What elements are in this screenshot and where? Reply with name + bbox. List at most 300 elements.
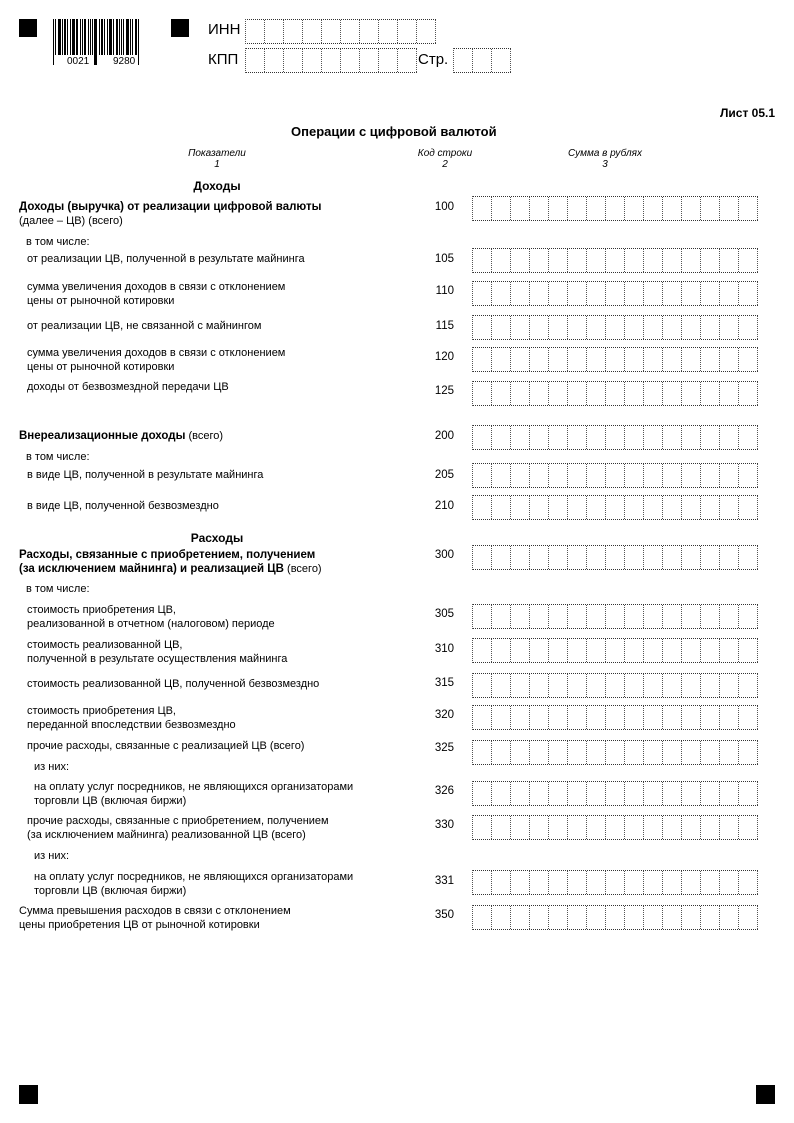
digit-cell[interactable] (492, 496, 511, 519)
digit-cell[interactable] (511, 282, 530, 305)
digit-cell[interactable] (663, 906, 682, 929)
digit-cell[interactable] (606, 316, 625, 339)
digit-cell[interactable] (587, 464, 606, 487)
digit-cell[interactable] (511, 426, 530, 449)
digit-cell[interactable] (701, 348, 720, 371)
digit-cell[interactable] (473, 426, 492, 449)
digit-cell[interactable] (511, 382, 530, 405)
digit-cell[interactable] (625, 348, 644, 371)
digit-cell[interactable] (663, 249, 682, 272)
digit-cell[interactable] (701, 382, 720, 405)
digit-cell[interactable] (530, 316, 549, 339)
digit-cell[interactable] (644, 464, 663, 487)
digit-cell[interactable] (701, 496, 720, 519)
amount-field-310[interactable] (472, 638, 758, 663)
digit-cell[interactable] (492, 249, 511, 272)
digit-cell[interactable] (625, 426, 644, 449)
digit-cell[interactable] (701, 426, 720, 449)
digit-cell[interactable] (644, 197, 663, 220)
digit-cell[interactable] (549, 348, 568, 371)
digit-cell[interactable] (682, 197, 701, 220)
digit-cell[interactable] (739, 546, 758, 569)
digit-cell[interactable] (473, 49, 492, 72)
digit-cell[interactable] (473, 348, 492, 371)
digit-cell[interactable] (284, 20, 303, 43)
digit-cell[interactable] (739, 706, 758, 729)
digit-cell[interactable] (473, 464, 492, 487)
digit-cell[interactable] (511, 871, 530, 894)
digit-cell[interactable] (701, 871, 720, 894)
digit-cell[interactable] (663, 871, 682, 894)
digit-cell[interactable] (663, 426, 682, 449)
digit-cell[interactable] (492, 782, 511, 805)
digit-cell[interactable] (587, 871, 606, 894)
amount-field-120[interactable] (472, 347, 758, 372)
digit-cell[interactable] (587, 674, 606, 697)
digit-cell[interactable] (530, 741, 549, 764)
digit-cell[interactable] (720, 816, 739, 839)
digit-cell[interactable] (492, 282, 511, 305)
digit-cell[interactable] (739, 871, 758, 894)
digit-cell[interactable] (530, 249, 549, 272)
digit-cell[interactable] (625, 316, 644, 339)
digit-cell[interactable] (663, 197, 682, 220)
digit-cell[interactable] (568, 674, 587, 697)
digit-cell[interactable] (606, 605, 625, 628)
digit-cell[interactable] (739, 496, 758, 519)
digit-cell[interactable] (701, 906, 720, 929)
digit-cell[interactable] (739, 426, 758, 449)
digit-cell[interactable] (663, 816, 682, 839)
digit-cell[interactable] (568, 741, 587, 764)
digit-cell[interactable] (568, 464, 587, 487)
digit-cell[interactable] (663, 382, 682, 405)
digit-cell[interactable] (720, 249, 739, 272)
digit-cell[interactable] (644, 906, 663, 929)
digit-cell[interactable] (606, 282, 625, 305)
digit-cell[interactable] (701, 741, 720, 764)
digit-cell[interactable] (701, 706, 720, 729)
digit-cell[interactable] (625, 546, 644, 569)
digit-cell[interactable] (625, 674, 644, 697)
digit-cell[interactable] (606, 496, 625, 519)
digit-cell[interactable] (720, 382, 739, 405)
digit-cell[interactable] (341, 20, 360, 43)
digit-cell[interactable] (739, 782, 758, 805)
digit-cell[interactable] (682, 741, 701, 764)
digit-cell[interactable] (511, 706, 530, 729)
amount-field-320[interactable] (472, 705, 758, 730)
digit-cell[interactable] (663, 348, 682, 371)
digit-cell[interactable] (625, 816, 644, 839)
digit-cell[interactable] (606, 197, 625, 220)
digit-cell[interactable] (549, 816, 568, 839)
digit-cell[interactable] (587, 249, 606, 272)
digit-cell[interactable] (511, 316, 530, 339)
digit-cell[interactable] (644, 546, 663, 569)
digit-cell[interactable] (720, 605, 739, 628)
digit-cell[interactable] (530, 464, 549, 487)
digit-cell[interactable] (720, 197, 739, 220)
digit-cell[interactable] (530, 782, 549, 805)
digit-cell[interactable] (682, 316, 701, 339)
digit-cell[interactable] (511, 546, 530, 569)
digit-cell[interactable] (720, 639, 739, 662)
digit-cell[interactable] (587, 782, 606, 805)
digit-cell[interactable] (360, 20, 379, 43)
digit-cell[interactable] (606, 249, 625, 272)
digit-cell[interactable] (587, 816, 606, 839)
digit-cell[interactable] (492, 316, 511, 339)
digit-cell[interactable] (265, 49, 284, 72)
digit-cell[interactable] (511, 249, 530, 272)
digit-cell[interactable] (587, 496, 606, 519)
digit-cell[interactable] (473, 197, 492, 220)
digit-cell[interactable] (644, 639, 663, 662)
digit-cell[interactable] (492, 197, 511, 220)
digit-cell[interactable] (701, 816, 720, 839)
digit-cell[interactable] (682, 382, 701, 405)
digit-cell[interactable] (587, 906, 606, 929)
digit-cell[interactable] (568, 496, 587, 519)
digit-cell[interactable] (701, 464, 720, 487)
digit-cell[interactable] (398, 20, 417, 43)
digit-cell[interactable] (625, 197, 644, 220)
digit-cell[interactable] (530, 871, 549, 894)
amount-field-110[interactable] (472, 281, 758, 306)
digit-cell[interactable] (246, 49, 265, 72)
digit-cell[interactable] (701, 605, 720, 628)
digit-cell[interactable] (587, 348, 606, 371)
digit-cell[interactable] (739, 674, 758, 697)
digit-cell[interactable] (644, 816, 663, 839)
digit-cell[interactable] (720, 496, 739, 519)
digit-cell[interactable] (492, 348, 511, 371)
digit-cell[interactable] (549, 605, 568, 628)
digit-cell[interactable] (739, 464, 758, 487)
digit-cell[interactable] (701, 639, 720, 662)
digit-cell[interactable] (568, 197, 587, 220)
digit-cell[interactable] (568, 426, 587, 449)
digit-cell[interactable] (492, 871, 511, 894)
digit-cell[interactable] (720, 706, 739, 729)
digit-cell[interactable] (682, 674, 701, 697)
digit-cell[interactable] (492, 382, 511, 405)
digit-cell[interactable] (587, 426, 606, 449)
digit-cell[interactable] (473, 316, 492, 339)
digit-cell[interactable] (663, 496, 682, 519)
digit-cell[interactable] (682, 906, 701, 929)
digit-cell[interactable] (587, 197, 606, 220)
digit-cell[interactable] (473, 605, 492, 628)
digit-cell[interactable] (606, 426, 625, 449)
digit-cell[interactable] (568, 816, 587, 839)
digit-cell[interactable] (568, 906, 587, 929)
digit-cell[interactable] (606, 382, 625, 405)
digit-cell[interactable] (530, 906, 549, 929)
digit-cell[interactable] (701, 197, 720, 220)
digit-cell[interactable] (568, 782, 587, 805)
digit-cell[interactable] (530, 348, 549, 371)
digit-cell[interactable] (549, 741, 568, 764)
digit-cell[interactable] (530, 674, 549, 697)
digit-cell[interactable] (644, 741, 663, 764)
digit-cell[interactable] (398, 49, 417, 72)
digit-cell[interactable] (682, 282, 701, 305)
digit-cell[interactable] (492, 639, 511, 662)
digit-cell[interactable] (492, 49, 511, 72)
digit-cell[interactable] (492, 605, 511, 628)
amount-field-331[interactable] (472, 870, 758, 895)
digit-cell[interactable] (739, 382, 758, 405)
digit-cell[interactable] (739, 249, 758, 272)
digit-cell[interactable] (549, 382, 568, 405)
digit-cell[interactable] (663, 639, 682, 662)
digit-cell[interactable] (701, 282, 720, 305)
digit-cell[interactable] (568, 348, 587, 371)
digit-cell[interactable] (492, 741, 511, 764)
digit-cell[interactable] (511, 639, 530, 662)
digit-cell[interactable] (492, 706, 511, 729)
digit-cell[interactable] (682, 782, 701, 805)
digit-cell[interactable] (663, 674, 682, 697)
digit-cell[interactable] (606, 906, 625, 929)
digit-cell[interactable] (568, 639, 587, 662)
page-number-field[interactable] (453, 48, 511, 73)
digit-cell[interactable] (530, 816, 549, 839)
digit-cell[interactable] (511, 605, 530, 628)
digit-cell[interactable] (701, 316, 720, 339)
digit-cell[interactable] (644, 605, 663, 628)
digit-cell[interactable] (284, 49, 303, 72)
digit-cell[interactable] (720, 782, 739, 805)
amount-field-326[interactable] (472, 781, 758, 806)
digit-cell[interactable] (644, 348, 663, 371)
digit-cell[interactable] (625, 906, 644, 929)
digit-cell[interactable] (682, 496, 701, 519)
digit-cell[interactable] (606, 546, 625, 569)
digit-cell[interactable] (606, 816, 625, 839)
digit-cell[interactable] (530, 197, 549, 220)
digit-cell[interactable] (530, 426, 549, 449)
digit-cell[interactable] (549, 426, 568, 449)
digit-cell[interactable] (682, 546, 701, 569)
digit-cell[interactable] (606, 348, 625, 371)
digit-cell[interactable] (511, 348, 530, 371)
digit-cell[interactable] (549, 316, 568, 339)
digit-cell[interactable] (473, 249, 492, 272)
amount-field-200[interactable] (472, 425, 758, 450)
digit-cell[interactable] (625, 706, 644, 729)
digit-cell[interactable] (492, 674, 511, 697)
digit-cell[interactable] (701, 546, 720, 569)
digit-cell[interactable] (568, 382, 587, 405)
digit-cell[interactable] (720, 546, 739, 569)
digit-cell[interactable] (492, 464, 511, 487)
digit-cell[interactable] (341, 49, 360, 72)
digit-cell[interactable] (549, 639, 568, 662)
digit-cell[interactable] (587, 605, 606, 628)
digit-cell[interactable] (720, 316, 739, 339)
digit-cell[interactable] (644, 871, 663, 894)
digit-cell[interactable] (417, 20, 436, 43)
digit-cell[interactable] (568, 706, 587, 729)
digit-cell[interactable] (587, 282, 606, 305)
digit-cell[interactable] (511, 496, 530, 519)
digit-cell[interactable] (701, 674, 720, 697)
digit-cell[interactable] (530, 639, 549, 662)
digit-cell[interactable] (644, 782, 663, 805)
digit-cell[interactable] (568, 249, 587, 272)
digit-cell[interactable] (473, 706, 492, 729)
digit-cell[interactable] (511, 906, 530, 929)
digit-cell[interactable] (663, 464, 682, 487)
digit-cell[interactable] (701, 249, 720, 272)
digit-cell[interactable] (473, 674, 492, 697)
digit-cell[interactable] (473, 639, 492, 662)
digit-cell[interactable] (549, 782, 568, 805)
digit-cell[interactable] (663, 546, 682, 569)
digit-cell[interactable] (454, 49, 473, 72)
digit-cell[interactable] (682, 464, 701, 487)
digit-cell[interactable] (739, 741, 758, 764)
digit-cell[interactable] (473, 382, 492, 405)
amount-field-325[interactable] (472, 740, 758, 765)
digit-cell[interactable] (473, 782, 492, 805)
digit-cell[interactable] (549, 871, 568, 894)
digit-cell[interactable] (587, 382, 606, 405)
digit-cell[interactable] (739, 906, 758, 929)
digit-cell[interactable] (549, 249, 568, 272)
digit-cell[interactable] (739, 316, 758, 339)
digit-cell[interactable] (587, 639, 606, 662)
digit-cell[interactable] (682, 348, 701, 371)
digit-cell[interactable] (473, 906, 492, 929)
digit-cell[interactable] (587, 316, 606, 339)
digit-cell[interactable] (511, 464, 530, 487)
digit-cell[interactable] (606, 782, 625, 805)
digit-cell[interactable] (663, 605, 682, 628)
digit-cell[interactable] (530, 282, 549, 305)
digit-cell[interactable] (644, 249, 663, 272)
digit-cell[interactable] (739, 197, 758, 220)
digit-cell[interactable] (322, 49, 341, 72)
digit-cell[interactable] (511, 197, 530, 220)
digit-cell[interactable] (644, 706, 663, 729)
amount-field-305[interactable] (472, 604, 758, 629)
digit-cell[interactable] (511, 674, 530, 697)
digit-cell[interactable] (360, 49, 379, 72)
digit-cell[interactable] (379, 20, 398, 43)
digit-cell[interactable] (682, 871, 701, 894)
amount-field-100[interactable] (472, 196, 758, 221)
amount-field-205[interactable] (472, 463, 758, 488)
digit-cell[interactable] (682, 639, 701, 662)
digit-cell[interactable] (530, 605, 549, 628)
digit-cell[interactable] (322, 20, 341, 43)
digit-cell[interactable] (625, 282, 644, 305)
digit-cell[interactable] (379, 49, 398, 72)
digit-cell[interactable] (606, 871, 625, 894)
digit-cell[interactable] (492, 546, 511, 569)
digit-cell[interactable] (473, 546, 492, 569)
digit-cell[interactable] (739, 816, 758, 839)
digit-cell[interactable] (625, 496, 644, 519)
digit-cell[interactable] (511, 782, 530, 805)
digit-cell[interactable] (303, 20, 322, 43)
digit-cell[interactable] (644, 282, 663, 305)
digit-cell[interactable] (625, 639, 644, 662)
digit-cell[interactable] (568, 605, 587, 628)
digit-cell[interactable] (568, 546, 587, 569)
digit-cell[interactable] (492, 816, 511, 839)
amount-field-115[interactable] (472, 315, 758, 340)
digit-cell[interactable] (663, 741, 682, 764)
digit-cell[interactable] (530, 546, 549, 569)
digit-cell[interactable] (568, 871, 587, 894)
digit-cell[interactable] (473, 871, 492, 894)
digit-cell[interactable] (549, 906, 568, 929)
digit-cell[interactable] (663, 316, 682, 339)
digit-cell[interactable] (720, 871, 739, 894)
digit-cell[interactable] (663, 706, 682, 729)
digit-cell[interactable] (644, 674, 663, 697)
amount-field-315[interactable] (472, 673, 758, 698)
digit-cell[interactable] (606, 674, 625, 697)
digit-cell[interactable] (511, 741, 530, 764)
digit-cell[interactable] (606, 706, 625, 729)
digit-cell[interactable] (473, 741, 492, 764)
amount-field-105[interactable] (472, 248, 758, 273)
digit-cell[interactable] (682, 249, 701, 272)
digit-cell[interactable] (473, 816, 492, 839)
amount-field-330[interactable] (472, 815, 758, 840)
digit-cell[interactable] (530, 382, 549, 405)
digit-cell[interactable] (549, 464, 568, 487)
digit-cell[interactable] (644, 426, 663, 449)
digit-cell[interactable] (606, 639, 625, 662)
digit-cell[interactable] (473, 496, 492, 519)
digit-cell[interactable] (739, 348, 758, 371)
digit-cell[interactable] (511, 816, 530, 839)
digit-cell[interactable] (720, 426, 739, 449)
digit-cell[interactable] (644, 316, 663, 339)
digit-cell[interactable] (246, 20, 265, 43)
digit-cell[interactable] (587, 741, 606, 764)
digit-cell[interactable] (720, 741, 739, 764)
digit-cell[interactable] (739, 605, 758, 628)
amount-field-350[interactable] (472, 905, 758, 930)
digit-cell[interactable] (549, 197, 568, 220)
digit-cell[interactable] (303, 49, 322, 72)
digit-cell[interactable] (720, 464, 739, 487)
digit-cell[interactable] (587, 706, 606, 729)
digit-cell[interactable] (568, 316, 587, 339)
digit-cell[interactable] (682, 706, 701, 729)
digit-cell[interactable] (265, 20, 284, 43)
digit-cell[interactable] (625, 464, 644, 487)
amount-field-300[interactable] (472, 545, 758, 570)
digit-cell[interactable] (606, 464, 625, 487)
digit-cell[interactable] (701, 782, 720, 805)
digit-cell[interactable] (549, 546, 568, 569)
digit-cell[interactable] (625, 741, 644, 764)
digit-cell[interactable] (473, 282, 492, 305)
digit-cell[interactable] (682, 426, 701, 449)
digit-cell[interactable] (625, 382, 644, 405)
digit-cell[interactable] (530, 706, 549, 729)
digit-cell[interactable] (625, 871, 644, 894)
